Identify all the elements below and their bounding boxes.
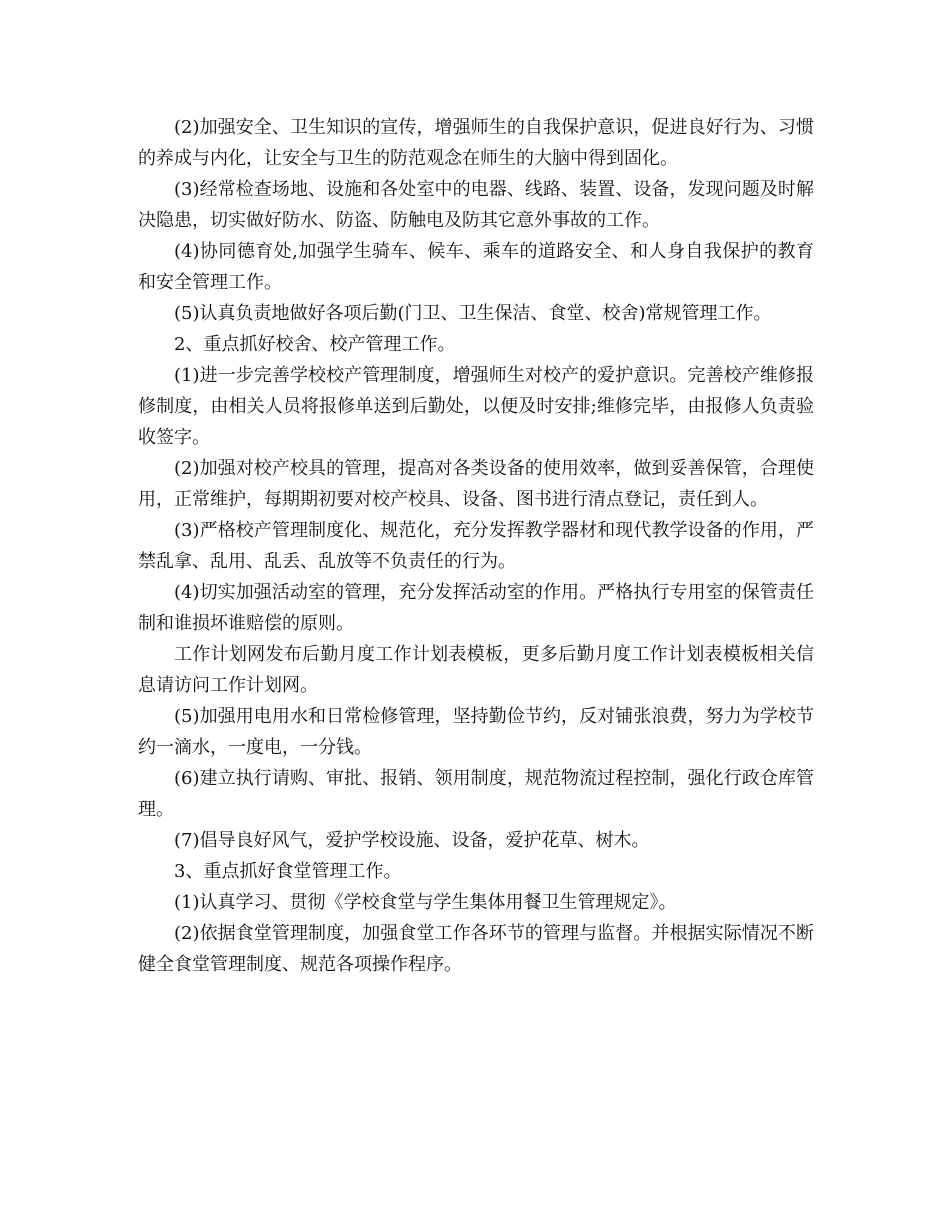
paragraph: (1)进一步完善学校校产管理制度，增强师生对校产的爱护意识。完善校产维修报修制度，由相关人员将报修单送到后勤处，以便及时安排;维修完毕，由报修人负责验收签字。 bbox=[138, 365, 814, 448]
paragraph: (3)经常检查场地、设施和各处室中的电器、线路、装置、设备，发现问题及时解决隐患，切实做好防水、防盗、防触电及防其它意外事故的工作。 bbox=[138, 179, 814, 231]
paragraph: (2)依据食堂管理制度，加强食堂工作各环节的管理与监督。并根据实际情况不断健全食堂管理制度、规范各项操作程序。 bbox=[138, 923, 814, 975]
paragraph: (3)严格校产管理制度化、规范化，充分发挥教学器材和现代教学设备的作用，严禁乱拿、乱用、乱丢、乱放等不负责任的行为。 bbox=[138, 520, 814, 572]
paragraph: (5)认真负责地做好各项后勤(门卫、卫生保洁、食堂、校舍)常规管理工作。 bbox=[174, 303, 772, 324]
paragraph: (4)协同德育处,加强学生骑车、候车、乘车的道路安全、和人身自我保护的教育和安全管理工作。 bbox=[138, 241, 814, 293]
document-body bbox=[138, 112, 814, 980]
paragraph: (4)切实加强活动室的管理，充分发挥活动室的作用。严格执行专用室的保管责任制和谁损坏谁赔偿的原则。 bbox=[138, 582, 814, 634]
paragraph: (5)加强用电用水和日常检修管理，坚持勤俭节约，反对铺张浪费，努力为学校节约一滴水，一度电，一分钱。 bbox=[138, 706, 814, 758]
paragraph: (7)倡导良好风气，爱护学校设施、设备，爱护花草、树木。 bbox=[174, 830, 650, 851]
paragraph: (2)加强对校产校具的管理，提高对各类设备的使用效率，做到妥善保管，合理使用，正常维护，每期期初要对校产校具、设备、图书进行清点登记，责任到人。 bbox=[138, 458, 814, 510]
section-heading: 3、重点抓好食堂管理工作。 bbox=[174, 861, 402, 882]
section-heading: 2、重点抓好校舍、校产管理工作。 bbox=[174, 334, 456, 355]
paragraph: (6)建立执行请购、审批、报销、领用制度，规范物流过程控制，强化行政仓库管理。 bbox=[138, 768, 814, 820]
paragraph: 工作计划网发布后勤月度工作计划表模板，更多后勤月度工作计划表模板相关信息请访问工作计划网。 bbox=[138, 644, 814, 696]
paragraph: (2)加强安全、卫生知识的宣传，增强师生的自我保护意识，促进良好行为、习惯的养成与内化，让安全与卫生的防范观念在师生的大脑中得到固化。 bbox=[138, 117, 814, 169]
paragraph: (1)认真学习、贯彻《学校食堂与学生集体用餐卫生管理规定》。 bbox=[174, 892, 677, 913]
